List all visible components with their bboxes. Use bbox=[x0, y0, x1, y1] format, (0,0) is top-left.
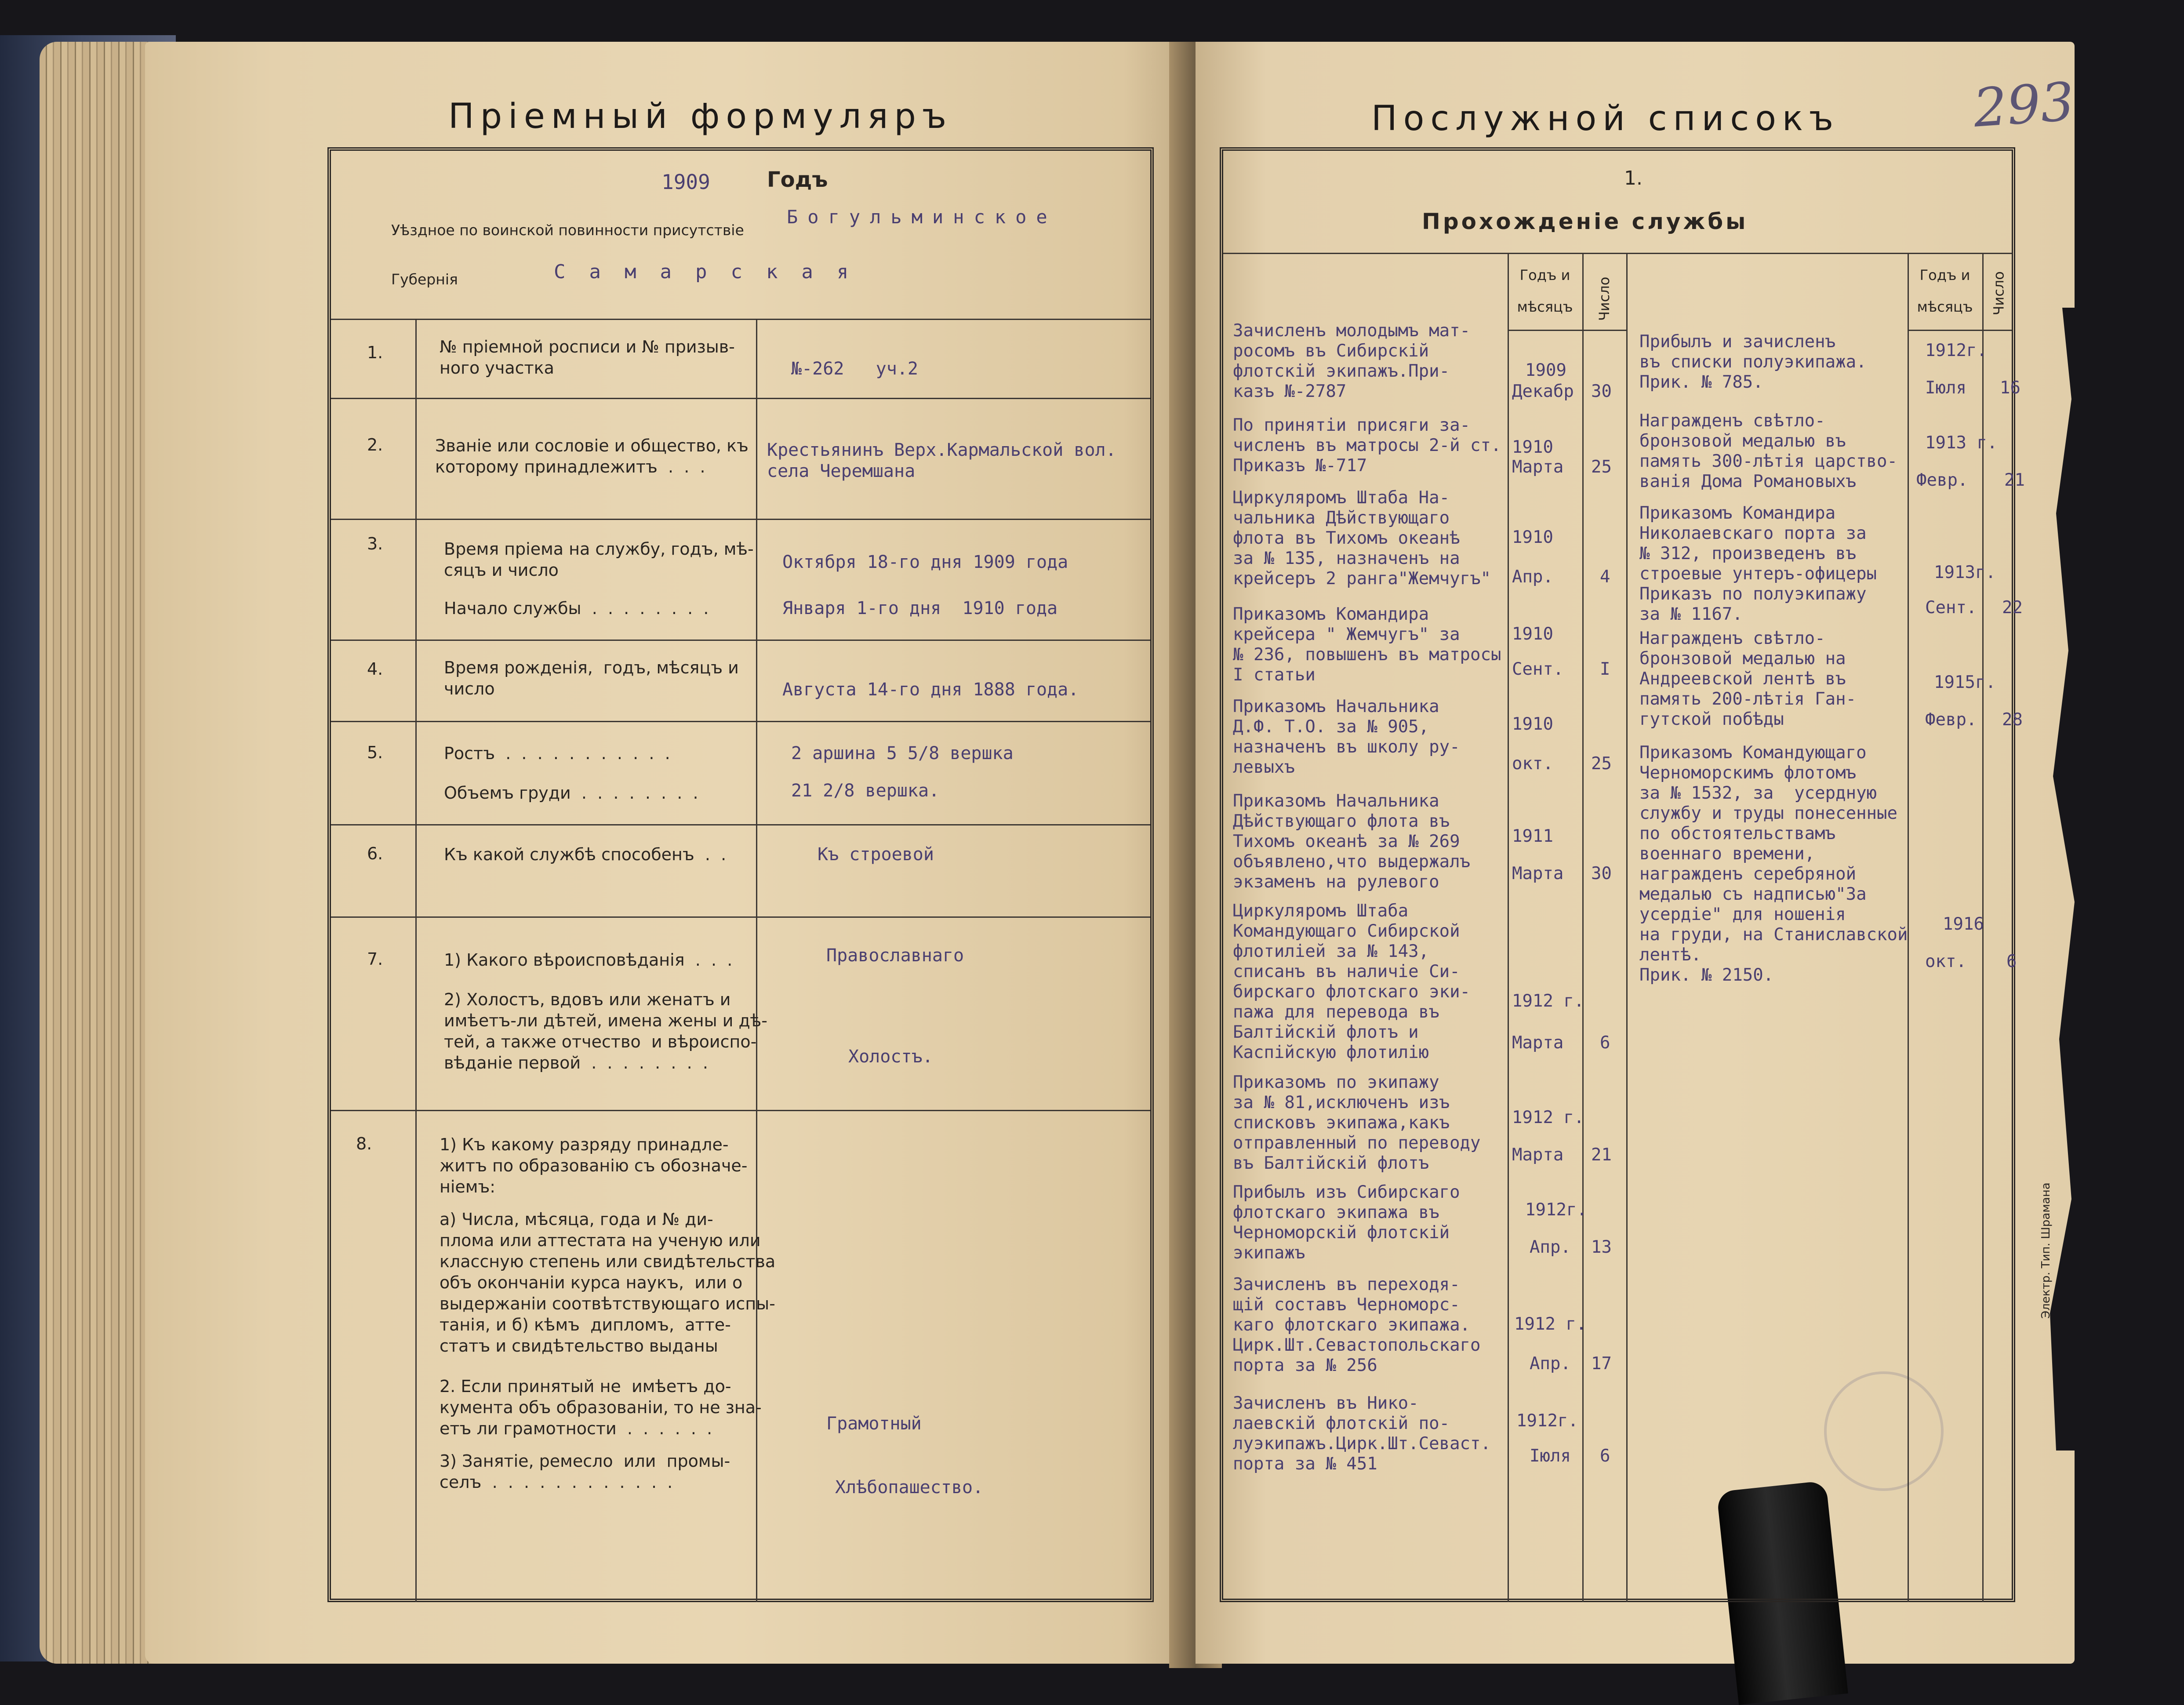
row-value: Православнаго bbox=[826, 945, 964, 966]
service-entry-day: 25 bbox=[1591, 754, 1612, 774]
service-entry-text: Награжденъ свѣтло- бронзовой медалью въ память 300-лѣтія царство- ванія Дома Романовыхъ bbox=[1639, 411, 1897, 491]
row-value-2: Холостъ. bbox=[848, 1047, 933, 1067]
row-label: № пріемной росписи и № призыв- ного участка bbox=[440, 337, 735, 378]
col-header-day: Число bbox=[1596, 276, 1613, 321]
service-entry-text: Приказомъ Командующаго Черноморскимъ флотомъ за № 1532, за усердную службу и труды понесенные по обстоятельствамъ военнаго времени, награжденъ серебряной медалью съ надписью"За усердіе" для ношенія на груди, на Станиславской лентѣ. Прик. № 2150. bbox=[1639, 743, 1908, 985]
row-label-2: Объемъ груди . . . . . . . . bbox=[444, 783, 698, 803]
service-entry-month: Февр. bbox=[1925, 710, 1977, 730]
year-value: 1909 bbox=[661, 170, 710, 194]
row-label-3: 2. Если принятый не имѣетъ до- кумента объ образованіи, то не зна- етъ ли грамотности . . . . . . bbox=[440, 1377, 762, 1438]
service-entry-month: Іюля bbox=[1530, 1446, 1571, 1466]
service-entry-text: Прибылъ и зачисленъ въ списки полуэкипажа. Прик. № 785. bbox=[1639, 332, 1867, 392]
service-entry-text: Зачисленъ въ Нико- лаевскій флотскій по- луэкипажъ.Цирк.Шт.Севаст. порта за № 451 bbox=[1233, 1393, 1491, 1474]
service-entry-year: 1912 г. bbox=[1514, 1314, 1587, 1334]
row-divider bbox=[331, 824, 1150, 825]
row-label: Къ какой службѣ способенъ . . bbox=[444, 845, 727, 864]
row-divider bbox=[331, 1110, 1150, 1111]
row-number: 1. bbox=[367, 343, 383, 362]
service-entry-month: Февр. bbox=[1916, 470, 1968, 490]
service-entry-day: 16 bbox=[2000, 378, 2020, 398]
province-label: Губернія bbox=[391, 271, 458, 288]
row-number: 7. bbox=[367, 949, 383, 969]
section-title: Прохожденіе службы bbox=[1422, 209, 1748, 234]
service-entry-day: 30 bbox=[1591, 864, 1612, 883]
col-header-year-month: Годъ и мѣсяцъ bbox=[1917, 267, 1973, 315]
row-value: Крестьянинъ Верх.Кармальской вол. села Черемшана bbox=[767, 440, 1116, 481]
service-entry-year: 1910 bbox=[1512, 714, 1553, 734]
row-divider bbox=[331, 721, 1150, 722]
row-number: 6. bbox=[367, 844, 383, 863]
service-entry-year: 1911 bbox=[1512, 826, 1553, 846]
left-num-col-divider bbox=[415, 319, 417, 1602]
province-value: Самарская bbox=[554, 261, 872, 283]
service-entry-text: Приказомъ Командира крейсера " Жемчугъ" за № 236, повышенъ въ матросы I статьи bbox=[1233, 604, 1501, 685]
service-entry-year: 1913г. bbox=[1934, 563, 1996, 582]
service-entry-month: Декабр bbox=[1512, 382, 1574, 401]
service-entry-month: Сент. bbox=[1512, 659, 1564, 679]
folio-number: 293 bbox=[1971, 71, 2076, 139]
row-value: Къ строевой bbox=[818, 844, 934, 865]
service-entry-text: Награжденъ свѣтло- бронзовой медалью на Андреевской лентѣ въ память 200-лѣтія Ган- гутской побѣды bbox=[1639, 629, 1857, 729]
row-value: Грамотный bbox=[826, 1414, 922, 1434]
row-number: 5. bbox=[367, 743, 383, 762]
row-label: Время пріема на службу, годъ, мѣ- сяцъ и число bbox=[444, 539, 754, 580]
service-entry-day: 6 bbox=[1600, 1033, 1610, 1053]
service-entry-month: Іюля bbox=[1925, 378, 1966, 398]
col-divider bbox=[1582, 253, 1584, 1602]
left-page-heading: Пріемный формуляръ bbox=[448, 97, 953, 136]
service-entry-day: 25 bbox=[1591, 457, 1612, 477]
service-entry-year: 1910 bbox=[1512, 527, 1553, 547]
service-entry-day: 4 bbox=[1600, 567, 1610, 587]
service-entry-text: Циркуляромъ Штаба На- чальника Дѣйствующаго флота въ Тихомъ океанѣ за № 135, назначенъ на крейсеръ 2 ранга"Жемчугъ" bbox=[1233, 488, 1491, 589]
row-value: Августа 14-го дня 1888 года. bbox=[782, 680, 1079, 700]
service-entry-day: 28 bbox=[2002, 710, 2023, 730]
row-label: Званіе или сословіе и общество, къ которому принадлежитъ . . . bbox=[435, 436, 749, 476]
row-divider bbox=[331, 916, 1150, 918]
header-underline bbox=[1908, 330, 2012, 331]
service-entry-text: Приказомъ Начальника Д.Ф. Т.О. за № 905, назначенъ въ школу ру- левыхъ bbox=[1233, 697, 1460, 777]
row-divider bbox=[331, 319, 1150, 320]
service-entry-year: 1909 bbox=[1525, 360, 1566, 380]
service-entry-month: Марта bbox=[1512, 1033, 1564, 1053]
row-label-2: Начало службы . . . . . . . . bbox=[444, 599, 709, 618]
service-entry-day: 21 bbox=[1591, 1145, 1612, 1165]
row-value: Октября 18-го дня 1909 года bbox=[782, 552, 1068, 572]
service-entry-day: 30 bbox=[1591, 382, 1612, 401]
section-divider bbox=[1223, 253, 2012, 254]
service-entry-month: Марта bbox=[1512, 457, 1564, 477]
year-label: Годъ bbox=[767, 167, 828, 192]
row-number: 3. bbox=[367, 534, 383, 553]
service-entry-month: Апр. bbox=[1512, 567, 1553, 587]
row-divider bbox=[331, 519, 1150, 520]
service-entry-day: 13 bbox=[1591, 1237, 1612, 1257]
service-entry-year: 1912г. bbox=[1925, 341, 1987, 360]
service-entry-year: 1913 г. bbox=[1925, 433, 1998, 453]
row-value-2: Января 1-го дня 1910 года bbox=[782, 598, 1058, 618]
row-label: Время рожденія, годъ, мѣсяцъ и число bbox=[444, 658, 739, 698]
row-label: 1) Какого вѣроисповѣданія . . . bbox=[444, 950, 733, 970]
service-entry-day: 17 bbox=[1591, 1354, 1612, 1374]
col-divider bbox=[1626, 253, 1628, 1602]
service-entry-year: 1912 г. bbox=[1512, 991, 1584, 1011]
service-entry-year: 1912г. bbox=[1525, 1200, 1587, 1220]
service-entry-year: 1912г. bbox=[1516, 1411, 1578, 1431]
committee-value: Богульминское bbox=[787, 206, 1057, 228]
service-entry-text: Приказомъ Командира Николаевскаго порта за № 312, произведенъ въ строевые унтеръ-офицеры Приказъ по полуэкипажу за № 1167. bbox=[1639, 503, 1877, 624]
service-entry-year: 1910 bbox=[1512, 437, 1553, 457]
service-entry-text: Циркуляромъ Штаба Командующаго Сибирской флотиліей за № 143, списанъ въ наличіе Си- бирскаго флотскаго эки- пажа для перевода въ Балтійскій флотъ и Каспійскую флотилію bbox=[1233, 901, 1471, 1062]
row-number: 2. bbox=[367, 435, 383, 454]
service-entry-day: 22 bbox=[2002, 598, 2023, 618]
row-label-2: а) Числа, мѣсяца, года и № ди- плома или аттестата на ученую или классную степень или свидѣтельства объ окончаніи курса наукъ, или о выдержаніи соотвѣтствующаго испы- танія, и б) кѣмъ дипломъ, атте- статъ и свидѣтельство выданы bbox=[440, 1210, 776, 1356]
service-entry-month: Апр. bbox=[1530, 1354, 1571, 1374]
row-label-2: 2) Холостъ, вдовъ или женатъ и имѣетъ-ли дѣтей, имена жены и дѣ- тей, а также отчество и вѣроиспо- вѣданіе первой . . . . . . . . bbox=[444, 990, 767, 1072]
service-entry-month: Марта bbox=[1512, 864, 1564, 883]
service-entry-day: 6 bbox=[2006, 952, 2017, 971]
service-entry-day: I bbox=[1600, 659, 1610, 679]
service-entry-day: 21 bbox=[2004, 470, 2025, 490]
row-divider bbox=[331, 398, 1150, 399]
service-entry-text: Приказомъ Начальника Дѣйствующаго флота въ Тихомъ океанѣ за № 269 объявлено,что выдержалъ экзаменъ на рулевого bbox=[1233, 791, 1471, 892]
col-header-year-month: Годъ и мѣсяцъ bbox=[1517, 267, 1573, 315]
row-divider bbox=[331, 640, 1150, 641]
row-label: Ростъ . . . . . . . . . . . bbox=[444, 744, 670, 763]
col-divider bbox=[1508, 253, 1509, 1602]
service-entry-month: окт. bbox=[1512, 754, 1553, 774]
service-entry-text: Прибылъ изъ Сибирскаго флотскаго экипажа въ Черноморскій флотскій экипажъ bbox=[1233, 1182, 1460, 1263]
service-entry-year: 1910 bbox=[1512, 624, 1553, 644]
service-entry-month: окт. bbox=[1925, 952, 1966, 971]
row-value: 2 аршина 5 5/8 вершка bbox=[791, 743, 1014, 763]
row-value-2: Хлѣбопашество. bbox=[835, 1477, 984, 1498]
service-entry-year: 1916 bbox=[1943, 914, 1984, 934]
service-entry-month: Марта bbox=[1512, 1145, 1564, 1165]
row-label: 1) Къ какому разряду принадле- житъ по образованію съ обозначе- ніемъ: bbox=[440, 1135, 748, 1196]
service-entry-text: Приказомъ по экипажу за № 81,исключенъ изъ списковъ экипажа,какъ отправленный по переводу въ Балтійскій флотъ bbox=[1233, 1072, 1481, 1173]
committee-label: Уѣздное по воинской повинности присутствіе bbox=[391, 222, 744, 239]
service-entry-text: Зачисленъ молодымъ мат- росомъ въ Сибирскій флотскій экипажъ.При- казъ №-2787 bbox=[1233, 321, 1471, 401]
row-number: 8. bbox=[356, 1134, 372, 1153]
printer-mark: Электр. Тип. Шрамана bbox=[2039, 1182, 2053, 1319]
service-entry-month: Сент. bbox=[1925, 598, 1977, 618]
row-number: 4. bbox=[367, 659, 383, 679]
service-entry-month: Апр. bbox=[1530, 1237, 1571, 1257]
row-value: №-262 уч.2 bbox=[791, 359, 918, 379]
service-entry-year: 1915г. bbox=[1934, 673, 1996, 692]
service-entry-text: По принятіи присяги за- численъ въ матросы 2-й ст. Приказъ №-717 bbox=[1233, 415, 1501, 476]
header-underline bbox=[1508, 330, 1626, 331]
section-number: 1. bbox=[1624, 167, 1643, 189]
row-label-4: 3) Занятіе, ремесло или промы- селъ . . . . . . . . . . . . bbox=[440, 1451, 730, 1492]
service-entry-year: 1912 г. bbox=[1512, 1108, 1584, 1127]
row-value-2: 21 2/8 вершка. bbox=[791, 781, 940, 801]
right-page-heading: Послужной списокъ bbox=[1371, 99, 1840, 138]
service-entry-text: Зачисленъ въ переходя- щій составъ Черноморс- каго флотскаго экипажа. Цирк.Шт.Севастопольскаго порта за № 256 bbox=[1233, 1275, 1481, 1375]
col-header-day: Число bbox=[1990, 271, 2007, 316]
service-entry-day: 6 bbox=[1600, 1446, 1610, 1466]
